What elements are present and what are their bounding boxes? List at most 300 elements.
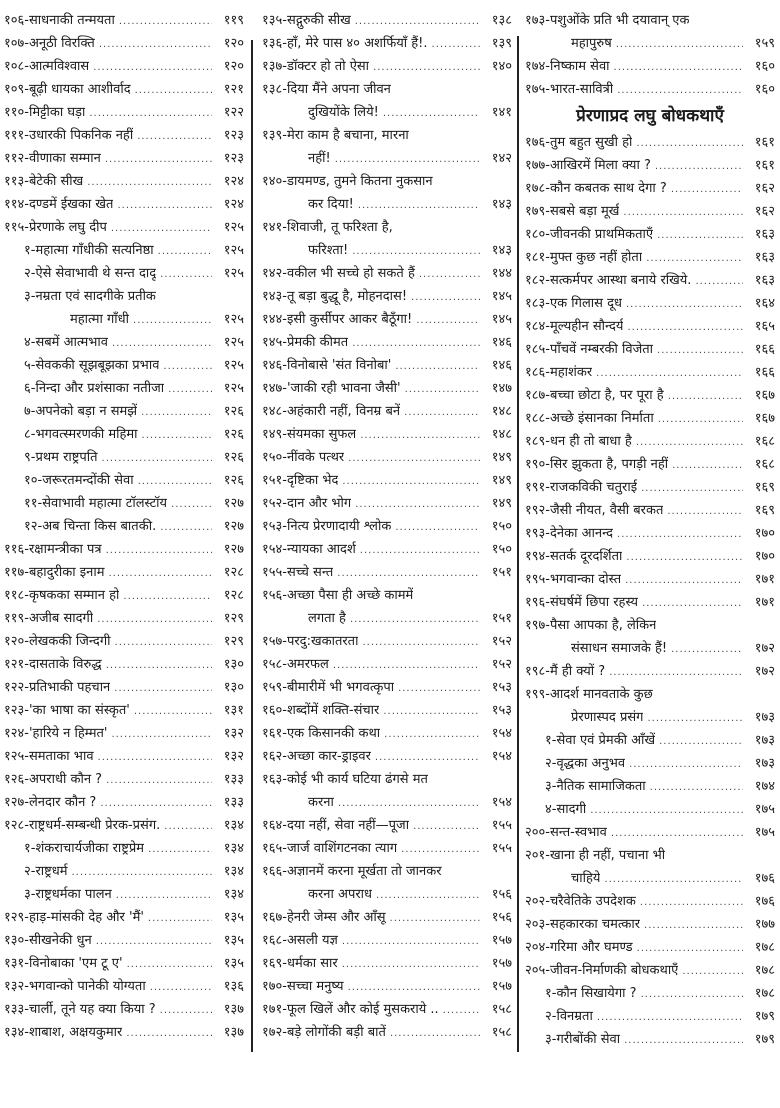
page-number: १६७ (754, 388, 775, 403)
toc-entry[interactable] (262, 768, 512, 791)
toc-entry-continuation[interactable] (262, 239, 512, 262)
dot-leader (659, 730, 743, 753)
entry-number: २००- (525, 825, 550, 840)
page-number: १६९ (754, 503, 775, 518)
dot-leader (148, 838, 212, 861)
dot-leader (97, 608, 212, 631)
toc-subentry[interactable] (525, 982, 775, 1005)
entry-title: महात्मा गाँधीकी सत्यनिष्ठा (35, 243, 154, 258)
toc-entry[interactable] (262, 1021, 512, 1044)
entry-title: साधनाकी तन्मयता (28, 13, 115, 28)
toc-entry[interactable] (262, 78, 512, 101)
toc-entry[interactable] (262, 285, 512, 308)
toc-entry[interactable] (4, 193, 244, 216)
dot-leader (114, 677, 212, 700)
toc-entry[interactable] (525, 499, 775, 522)
toc-subentry[interactable] (4, 492, 244, 515)
toc-entry[interactable] (262, 331, 512, 354)
entry-number: २- (545, 1009, 557, 1024)
dot-leader (590, 799, 743, 822)
toc-entry[interactable] (4, 170, 244, 193)
entry-number: १२४- (4, 726, 29, 741)
dot-leader (352, 332, 480, 355)
toc-entry[interactable] (262, 492, 512, 515)
entry-number: ११७- (4, 565, 29, 580)
toc-entry[interactable] (525, 177, 775, 200)
entry-number: १५१- (262, 473, 287, 488)
toc-entry[interactable] (525, 614, 775, 637)
entry-title: गरीबोंकी सेवा (556, 1032, 621, 1047)
dot-leader (119, 10, 212, 33)
toc-entry[interactable] (525, 292, 775, 315)
toc-subentry[interactable] (4, 515, 244, 538)
toc-entry[interactable] (262, 262, 512, 285)
toc-column-3 (525, 9, 775, 1051)
entry-number: १८५- (525, 342, 550, 357)
toc-entry-continuation[interactable] (262, 607, 512, 630)
toc-entry[interactable] (525, 154, 775, 177)
toc-entry[interactable] (525, 568, 775, 591)
page-number: १३७ (223, 1025, 244, 1040)
toc-entry[interactable] (525, 821, 775, 844)
dot-leader (164, 815, 212, 838)
entry-title: सहकारका चमत्कार (549, 917, 641, 932)
toc-entry-continuation[interactable] (262, 791, 512, 814)
page-number: १२५ (223, 243, 244, 258)
entry-number: १८७- (525, 388, 550, 403)
entry-title: जीवन-निर्माणकी बोधकथाएँ (549, 963, 679, 978)
entry-number: १९०- (525, 457, 550, 472)
entry-number: १५९- (262, 680, 287, 695)
toc-entry[interactable] (262, 124, 512, 147)
toc-subentry[interactable] (4, 377, 244, 400)
toc-entry-continuation[interactable] (262, 883, 512, 906)
toc-entry[interactable] (525, 522, 775, 545)
toc-entry[interactable] (262, 584, 512, 607)
entry-number: ३- (24, 887, 36, 902)
entry-title: प्रेरणाके लघु दीप (28, 220, 107, 235)
entry-number: १५०- (262, 450, 287, 465)
entry-title: लेनदार कौन ? (28, 795, 97, 810)
toc-entry[interactable] (262, 998, 512, 1021)
toc-subentry[interactable] (4, 837, 244, 860)
page-number: १५२ (491, 634, 512, 649)
entry-title-continued: प्रेरणास्पद प्रसंग (571, 710, 644, 725)
page-number: १३० (223, 680, 244, 695)
entry-number: १४०- (262, 174, 287, 189)
entry-number: १८३- (525, 296, 550, 311)
entry-number: १२३- (4, 703, 29, 718)
page-number: १२९ (223, 611, 244, 626)
entry-title: रक्षामन्त्रीका पत्र (28, 542, 102, 557)
toc-entry[interactable] (262, 538, 512, 561)
entry-number: २०३- (525, 917, 550, 932)
entry-number: १८४- (525, 319, 550, 334)
toc-entry[interactable] (4, 147, 244, 170)
toc-entry[interactable] (525, 269, 775, 292)
toc-subentry[interactable] (4, 446, 244, 469)
toc-subentry[interactable] (4, 400, 244, 423)
page-number: १५० (491, 542, 512, 557)
entry-title: प्रथम राष्ट्रपति (35, 450, 98, 465)
entry-number: २- (24, 266, 36, 281)
entry-number: २०२- (525, 894, 550, 909)
page-number: १२१ (223, 82, 244, 97)
entry-title: सादगी (556, 802, 587, 817)
page-number: १४२ (491, 151, 512, 166)
page-number: १३४ (223, 864, 244, 879)
page-number: १३८ (491, 13, 512, 28)
toc-entry[interactable] (4, 975, 244, 998)
entry-title: आदर्श मानवताके कुछ (549, 687, 653, 702)
toc-entry-continuation[interactable] (525, 867, 775, 890)
toc-entry[interactable] (262, 906, 512, 929)
toc-entry[interactable] (262, 745, 512, 768)
page-number: १४१ (491, 105, 512, 120)
entry-title: निन्दा और प्रशंसाका नतीजा (35, 381, 165, 396)
toc-subentry[interactable] (525, 729, 775, 752)
entry-title: सत्कर्मपर आस्था बनाये रखिये. (549, 273, 692, 288)
dot-leader (655, 155, 743, 178)
toc-entry[interactable] (262, 469, 512, 492)
page-number: १७६ (754, 871, 775, 886)
entry-title: अच्छा पैसा ही अच्छे काममें (286, 588, 414, 603)
toc-entry[interactable] (525, 959, 775, 982)
dot-leader (626, 293, 743, 316)
entry-number: १५३- (262, 519, 287, 534)
toc-subentry[interactable] (4, 285, 244, 308)
toc-entry[interactable] (4, 630, 244, 653)
entry-number: १६२- (262, 749, 287, 764)
toc-entry[interactable] (4, 78, 244, 101)
toc-entry[interactable] (262, 837, 512, 860)
entry-number: १९८- (525, 664, 550, 679)
toc-entry-continuation[interactable] (262, 101, 512, 124)
entry-title: अब चिन्ता किस बातकी. (42, 519, 157, 534)
toc-entry[interactable] (262, 170, 512, 193)
toc-subentry[interactable] (4, 354, 244, 377)
entry-number: १३२- (4, 979, 29, 994)
toc-entry[interactable] (4, 653, 244, 676)
entry-number: १३६- (262, 36, 287, 51)
entry-number: १८१- (525, 250, 550, 265)
toc-entry[interactable] (4, 952, 244, 975)
page-number: १२० (223, 59, 244, 74)
toc-entry[interactable] (4, 216, 244, 239)
page-number: १७८ (754, 986, 775, 1001)
toc-entry[interactable] (262, 814, 512, 837)
dot-leader (411, 286, 480, 309)
dot-leader (657, 339, 743, 362)
entry-title: वृद्धका अनुभव (556, 756, 626, 771)
entry-number: १७९- (525, 204, 550, 219)
entry-number: ११३- (4, 174, 29, 189)
toc-entry[interactable] (525, 407, 775, 430)
page-number: १३३ (223, 795, 244, 810)
dot-leader (627, 316, 743, 339)
entry-title-continued: महात्मा गाँधी (70, 312, 130, 327)
toc-entry[interactable] (262, 860, 512, 883)
toc-entry[interactable] (262, 676, 512, 699)
toc-entry[interactable] (525, 55, 775, 78)
toc-entry[interactable] (262, 975, 512, 998)
dot-leader (443, 999, 480, 1022)
toc-entry[interactable] (4, 101, 244, 124)
dot-leader (384, 723, 480, 746)
toc-entry[interactable] (525, 315, 775, 338)
toc-entry[interactable] (262, 561, 512, 584)
entry-title: एक किसानकी कथा (286, 726, 381, 741)
toc-entry-continuation[interactable] (4, 308, 244, 331)
page-number: १५० (491, 519, 512, 534)
toc-entry-continuation[interactable] (262, 193, 512, 216)
toc-entry[interactable] (525, 476, 775, 499)
entry-number: १७०- (262, 979, 287, 994)
entry-number: १३०- (4, 933, 29, 948)
toc-entry-continuation[interactable] (525, 706, 775, 729)
toc-entry-continuation[interactable] (262, 147, 512, 170)
toc-entry[interactable] (525, 591, 775, 614)
page-number: १५५ (491, 841, 512, 856)
entry-number: ७- (24, 404, 36, 419)
toc-entry[interactable] (4, 676, 244, 699)
page-number: १३९ (491, 36, 512, 51)
toc-entry[interactable] (4, 584, 244, 607)
entry-number: १४९- (262, 427, 287, 442)
entry-title: सबसे बड़ा मूर्ख (549, 204, 620, 219)
toc-entry[interactable] (525, 660, 775, 683)
dot-leader (642, 592, 743, 615)
toc-entry[interactable] (525, 453, 775, 476)
dot-leader (360, 424, 480, 447)
dot-leader (416, 309, 480, 332)
entry-title: सच्चे सन्त (286, 565, 334, 580)
entry-title-continued: फरिश्ता! (308, 243, 349, 258)
toc-entry[interactable] (4, 607, 244, 630)
entry-number: १४४- (262, 312, 287, 327)
toc-entry[interactable] (262, 423, 512, 446)
page-number: १६८ (754, 434, 775, 449)
entry-title: राष्ट्रधर्म-सम्बन्धी प्रेरक-प्रसंग. (28, 818, 161, 833)
dot-leader (657, 224, 743, 247)
toc-subentry[interactable] (4, 883, 244, 906)
toc-subentry[interactable] (525, 775, 775, 798)
dot-leader (401, 838, 480, 861)
dot-leader (625, 569, 743, 592)
entry-title-continued: करना अपराध (308, 887, 373, 902)
toc-entry[interactable] (262, 630, 512, 653)
toc-entry[interactable] (4, 998, 244, 1021)
toc-entry[interactable] (262, 446, 512, 469)
dot-leader (137, 125, 212, 148)
entry-number: ११८- (4, 588, 29, 603)
dot-leader (171, 493, 212, 516)
entry-title: अपनेको बड़ा न समझें (35, 404, 138, 419)
toc-entry[interactable] (262, 308, 512, 331)
entry-title: मेरा काम है बचाना, मारना (286, 128, 409, 143)
page-number: १५२ (491, 657, 512, 672)
toc-subentry[interactable] (525, 798, 775, 821)
toc-entry[interactable] (525, 430, 775, 453)
toc-subentry[interactable] (4, 469, 244, 492)
entry-title: सद्गुरुकी सीख (286, 13, 351, 28)
entry-number: १९९- (525, 687, 550, 702)
toc-entry[interactable] (262, 32, 512, 55)
toc-entry[interactable] (262, 216, 512, 239)
toc-entry[interactable] (262, 354, 512, 377)
dot-leader (134, 700, 212, 723)
toc-entry[interactable] (262, 515, 512, 538)
toc-subentry[interactable] (4, 262, 244, 285)
toc-entry[interactable] (4, 768, 244, 791)
entry-number: १४५- (262, 335, 287, 350)
entry-title: अजीब सादगी (28, 611, 94, 626)
entry-number: १२९- (4, 910, 29, 925)
page-number: १४३ (491, 243, 512, 258)
toc-entry[interactable] (262, 952, 512, 975)
entry-number: ५- (24, 358, 36, 373)
toc-entry[interactable] (262, 377, 512, 400)
dot-leader (404, 401, 480, 424)
page-number: १७६ (754, 894, 775, 909)
toc-entry[interactable] (525, 131, 775, 154)
toc-entry[interactable] (4, 9, 244, 32)
entry-number: ८- (24, 427, 36, 442)
toc-entry[interactable] (262, 9, 512, 32)
entry-title: कोई भी कार्य घटिया ढंगसे मत (286, 772, 428, 787)
toc-subentry[interactable] (4, 423, 244, 446)
toc-subentry[interactable] (525, 1028, 775, 1051)
page-number: १३३ (223, 772, 244, 787)
entry-title: प्रतिभाकी पहचान (28, 680, 111, 695)
entry-number: १११- (4, 128, 29, 143)
toc-entry[interactable] (4, 1021, 244, 1044)
page-number: १४६ (491, 358, 512, 373)
dot-leader (646, 247, 743, 270)
toc-entry[interactable] (525, 361, 775, 384)
page-number: १४४ (491, 266, 512, 281)
toc-entry[interactable] (525, 890, 775, 913)
toc-entry[interactable] (4, 814, 244, 837)
entry-title: निष्काम सेवा (549, 59, 610, 74)
page-number: १६६ (754, 342, 775, 357)
page-number: १३२ (223, 749, 244, 764)
page-number: १७१ (754, 595, 775, 610)
page-number: १४९ (491, 473, 512, 488)
entry-number: १५६- (262, 588, 287, 603)
toc-entry[interactable] (4, 538, 244, 561)
dot-leader (395, 355, 480, 378)
toc-subentry[interactable] (4, 860, 244, 883)
toc-entry[interactable] (525, 844, 775, 867)
page-number: १७३ (754, 733, 775, 748)
toc-entry[interactable] (525, 338, 775, 361)
dot-leader (348, 976, 480, 999)
toc-entry[interactable] (525, 78, 775, 101)
dot-leader (115, 631, 212, 654)
toc-entry[interactable] (525, 384, 775, 407)
toc-subentry[interactable] (525, 752, 775, 775)
entry-title: 'जाकी रही भावना जैसी' (286, 381, 401, 396)
dot-leader (413, 815, 480, 838)
toc-entry[interactable] (525, 246, 775, 269)
entry-number: ४- (545, 802, 557, 817)
toc-entry[interactable] (525, 683, 775, 706)
toc-entry[interactable] (525, 545, 775, 568)
toc-entry[interactable] (262, 400, 512, 423)
toc-entry[interactable] (525, 936, 775, 959)
page-number: १६३ (754, 227, 775, 242)
entry-title: सेवककी सूझबूझका प्रभाव (35, 358, 160, 373)
dot-leader (93, 56, 212, 79)
dot-leader (617, 523, 743, 546)
dot-leader (138, 470, 212, 493)
entry-number: १३५- (262, 13, 287, 28)
toc-entry[interactable] (262, 653, 512, 676)
entry-title: शाबाश, अक्षयकुमार (28, 1025, 123, 1040)
toc-entry[interactable] (4, 699, 244, 722)
toc-entry[interactable] (4, 906, 244, 929)
dot-leader (671, 638, 743, 661)
toc-subentry[interactable] (4, 239, 244, 262)
toc-entry-continuation[interactable] (525, 32, 775, 55)
entry-number: २- (545, 756, 557, 771)
toc-entry[interactable] (4, 929, 244, 952)
page-number: १४५ (491, 289, 512, 304)
toc-entry[interactable] (4, 32, 244, 55)
toc-entry[interactable] (525, 200, 775, 223)
entry-title: आखिरमें मिला क्या ? (549, 158, 651, 173)
dot-leader (111, 217, 212, 240)
toc-entry[interactable] (262, 929, 512, 952)
toc-entry[interactable] (525, 223, 775, 246)
toc-entry[interactable] (4, 124, 244, 147)
page-number: १५८ (491, 1025, 512, 1040)
dot-leader (623, 201, 743, 224)
entry-title: सिर झुकता है, पगड़ी नहीं (549, 457, 669, 472)
entry-title: संघर्षमें छिपा रहस्य (549, 595, 639, 610)
page-number: १७७ (754, 917, 775, 932)
toc-subentry[interactable] (4, 331, 244, 354)
dot-leader (106, 539, 212, 562)
entry-number: ११४- (4, 197, 29, 212)
dot-leader (352, 240, 480, 263)
toc-entry[interactable] (4, 561, 244, 584)
page-number: १५१ (491, 565, 512, 580)
page-number: १६१ (754, 158, 775, 173)
dot-leader (133, 309, 212, 332)
toc-entry[interactable] (262, 55, 512, 78)
toc-entry[interactable] (4, 722, 244, 745)
toc-entry[interactable] (262, 722, 512, 745)
toc-subentry[interactable] (525, 1005, 775, 1028)
toc-entry[interactable] (4, 745, 244, 768)
dot-leader (432, 33, 480, 56)
toc-entry[interactable] (4, 55, 244, 78)
toc-entry[interactable] (4, 791, 244, 814)
entry-number: १८८- (525, 411, 550, 426)
toc-entry[interactable] (525, 9, 775, 32)
entry-title: हाड़-मांसकी देह और 'मैं' (28, 910, 144, 925)
toc-entry[interactable] (525, 913, 775, 936)
entry-title: कृषकका सम्मान हो (28, 588, 120, 603)
toc-entry-continuation[interactable] (525, 637, 775, 660)
toc-entry[interactable] (262, 699, 512, 722)
dot-leader (682, 960, 743, 983)
entry-title: भगवान्का दोस्त (549, 572, 622, 587)
dot-leader (668, 385, 743, 408)
page-number: १७९ (754, 1009, 775, 1024)
